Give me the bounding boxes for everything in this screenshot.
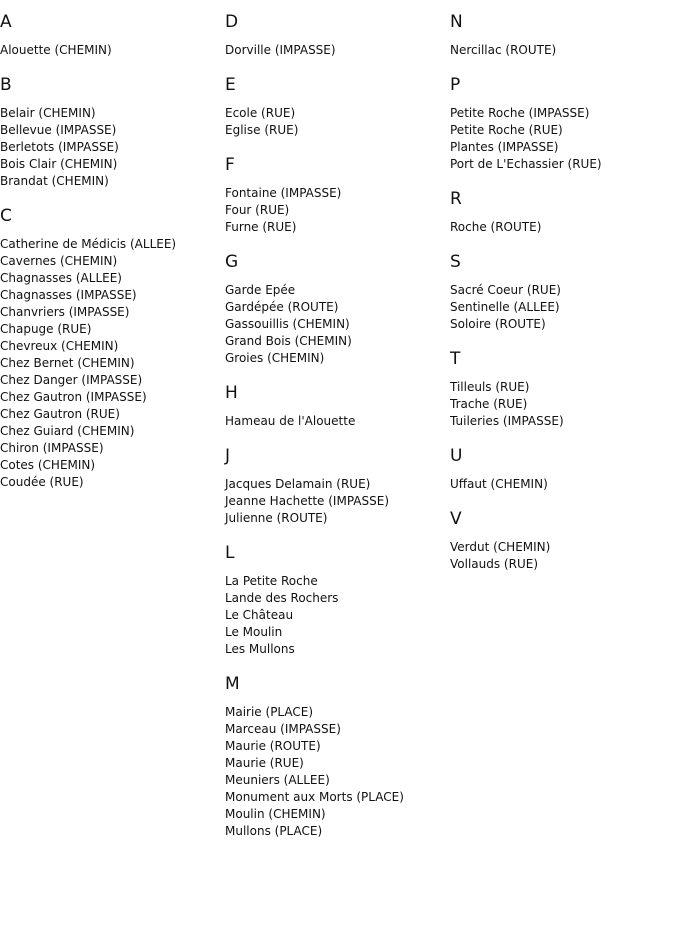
letter-heading: F — [225, 155, 235, 175]
street-entry: Chapuge (RUE) — [0, 322, 92, 336]
letter-heading: R — [450, 189, 462, 209]
letter-heading: U — [450, 446, 463, 466]
letter-section — [0, 205, 220, 491]
letter-section — [450, 348, 670, 430]
letter-heading: M — [225, 674, 240, 694]
street-list — [225, 105, 445, 139]
street-entry: Eglise (RUE) — [225, 123, 299, 137]
street-entry: Le Château — [225, 608, 294, 622]
street-entry: Furne (RUE) — [225, 220, 297, 234]
street-entry: Maurie (RUE) — [225, 756, 304, 770]
street-entry: Nercillac (ROUTE) — [450, 43, 557, 57]
street-entry: Mairie (PLACE) — [225, 705, 314, 719]
street-entry: Chez Gautron (RUE) — [0, 407, 120, 421]
letter-section — [450, 74, 670, 173]
letter-section — [450, 188, 670, 236]
letter-section — [0, 74, 220, 190]
street-list — [225, 573, 445, 658]
street-entry: La Petite Roche — [225, 574, 318, 588]
street-entry: Chanvriers (IMPASSE) — [0, 305, 130, 319]
letter-heading: G — [225, 252, 239, 272]
street-entry: Cavernes (CHEMIN) — [0, 254, 118, 268]
letter-section — [225, 74, 445, 139]
street-entry: Chagnasses (ALLEE) — [0, 271, 122, 285]
street-entry: Verdut (CHEMIN) — [450, 540, 551, 554]
street-entry: Sacré Coeur (RUE) — [450, 283, 561, 297]
street-entry: Trache (RUE) — [450, 397, 528, 411]
street-entry: Hameau de l'Alouette — [225, 414, 356, 428]
street-entry: Lande des Rochers — [225, 591, 339, 605]
street-entry: Catherine de Médicis (ALLEE) — [0, 237, 177, 251]
street-list — [0, 236, 220, 491]
letter-section — [450, 251, 670, 333]
street-entry: Monument aux Morts (PLACE) — [225, 790, 404, 804]
index-column-3 — [450, 11, 670, 573]
street-entry: Vollauds (RUE) — [450, 557, 538, 571]
street-entry: Four (RUE) — [225, 203, 290, 217]
letter-heading: E — [225, 75, 236, 95]
street-entry: Ecole (RUE) — [225, 106, 296, 120]
street-entry: Julienne (ROUTE) — [225, 511, 328, 525]
street-entry: Plantes (IMPASSE) — [450, 140, 559, 154]
street-entry: Moulin (CHEMIN) — [225, 807, 326, 821]
street-list — [225, 476, 445, 527]
street-entry: Belair (CHEMIN) — [0, 106, 96, 120]
street-list — [450, 282, 670, 333]
letter-heading: S — [450, 252, 461, 272]
letter-section — [0, 11, 220, 59]
street-entry: Dorville (IMPASSE) — [225, 43, 336, 57]
street-entry: Port de L'Echassier (RUE) — [450, 157, 602, 171]
letter-heading: N — [450, 12, 463, 32]
street-entry: Uffaut (CHEMIN) — [450, 477, 548, 491]
letter-heading: A — [0, 12, 12, 32]
street-entry: Sentinelle (ALLEE) — [450, 300, 560, 314]
street-entry: Chez Danger (IMPASSE) — [0, 373, 143, 387]
street-entry: Alouette (CHEMIN) — [0, 43, 112, 57]
letter-section — [225, 445, 445, 527]
letter-heading: C — [0, 206, 12, 226]
street-entry: Petite Roche (IMPASSE) — [450, 106, 590, 120]
street-entry: Tilleuls (RUE) — [450, 380, 530, 394]
street-entry: Chevreux (CHEMIN) — [0, 339, 119, 353]
letter-heading: D — [225, 12, 239, 32]
letter-section — [225, 11, 445, 59]
street-list — [450, 105, 670, 173]
street-list — [225, 413, 445, 430]
letter-section — [225, 154, 445, 236]
index-column-1 — [0, 11, 220, 491]
street-list — [450, 476, 670, 493]
street-entry: Mullons (PLACE) — [225, 824, 323, 838]
street-entry: Brandat (CHEMIN) — [0, 174, 109, 188]
letter-section — [450, 445, 670, 493]
street-list — [225, 42, 445, 59]
letter-heading: J — [225, 446, 231, 466]
street-entry: Gardépée (ROUTE) — [225, 300, 339, 314]
letter-heading: P — [450, 75, 461, 95]
street-entry: Bellevue (IMPASSE) — [0, 123, 117, 137]
street-list — [225, 282, 445, 367]
street-entry: Groies (CHEMIN) — [225, 351, 325, 365]
letter-heading: L — [225, 543, 235, 563]
street-entry: Le Moulin — [225, 625, 283, 639]
street-entry: Les Mullons — [225, 642, 295, 656]
street-entry: Grand Bois (CHEMIN) — [225, 334, 352, 348]
street-entry: Coudée (RUE) — [0, 475, 84, 489]
letter-heading: B — [0, 75, 12, 95]
street-entry: Chez Gautron (IMPASSE) — [0, 390, 147, 404]
letter-section — [225, 251, 445, 367]
street-list — [450, 379, 670, 430]
street-entry: Jacques Delamain (RUE) — [225, 477, 371, 491]
street-list — [450, 539, 670, 573]
street-entry: Marceau (IMPASSE) — [225, 722, 341, 736]
street-entry: Soloire (ROUTE) — [450, 317, 546, 331]
index-column-2 — [225, 11, 445, 840]
street-entry: Fontaine (IMPASSE) — [225, 186, 342, 200]
street-entry: Roche (ROUTE) — [450, 220, 542, 234]
street-list — [225, 185, 445, 236]
street-list — [0, 42, 220, 59]
street-entry: Cotes (CHEMIN) — [0, 458, 96, 472]
street-list — [225, 704, 445, 840]
letter-heading: H — [225, 383, 238, 403]
street-entry: Chagnasses (IMPASSE) — [0, 288, 137, 302]
street-entry: Garde Epée — [225, 283, 296, 297]
street-entry: Chez Bernet (CHEMIN) — [0, 356, 135, 370]
street-entry: Chez Guiard (CHEMIN) — [0, 424, 135, 438]
street-entry: Jeanne Hachette (IMPASSE) — [225, 494, 390, 508]
street-entry: Tuileries (IMPASSE) — [450, 414, 564, 428]
letter-section — [225, 382, 445, 430]
street-entry: Petite Roche (RUE) — [450, 123, 563, 137]
street-entry: Bois Clair (CHEMIN) — [0, 157, 118, 171]
street-list — [450, 219, 670, 236]
street-entry: Maurie (ROUTE) — [225, 739, 321, 753]
letter-section — [450, 508, 670, 573]
street-entry: Meuniers (ALLEE) — [225, 773, 330, 787]
letter-section — [450, 11, 670, 59]
letter-heading: V — [450, 509, 462, 529]
street-entry: Gassouillis (CHEMIN) — [225, 317, 350, 331]
street-entry: Berletots (IMPASSE) — [0, 140, 119, 154]
letter-section — [225, 542, 445, 658]
street-entry: Chiron (IMPASSE) — [0, 441, 104, 455]
street-list — [450, 42, 670, 59]
letter-section — [225, 673, 445, 840]
street-list — [0, 105, 220, 190]
letter-heading: T — [450, 349, 461, 369]
